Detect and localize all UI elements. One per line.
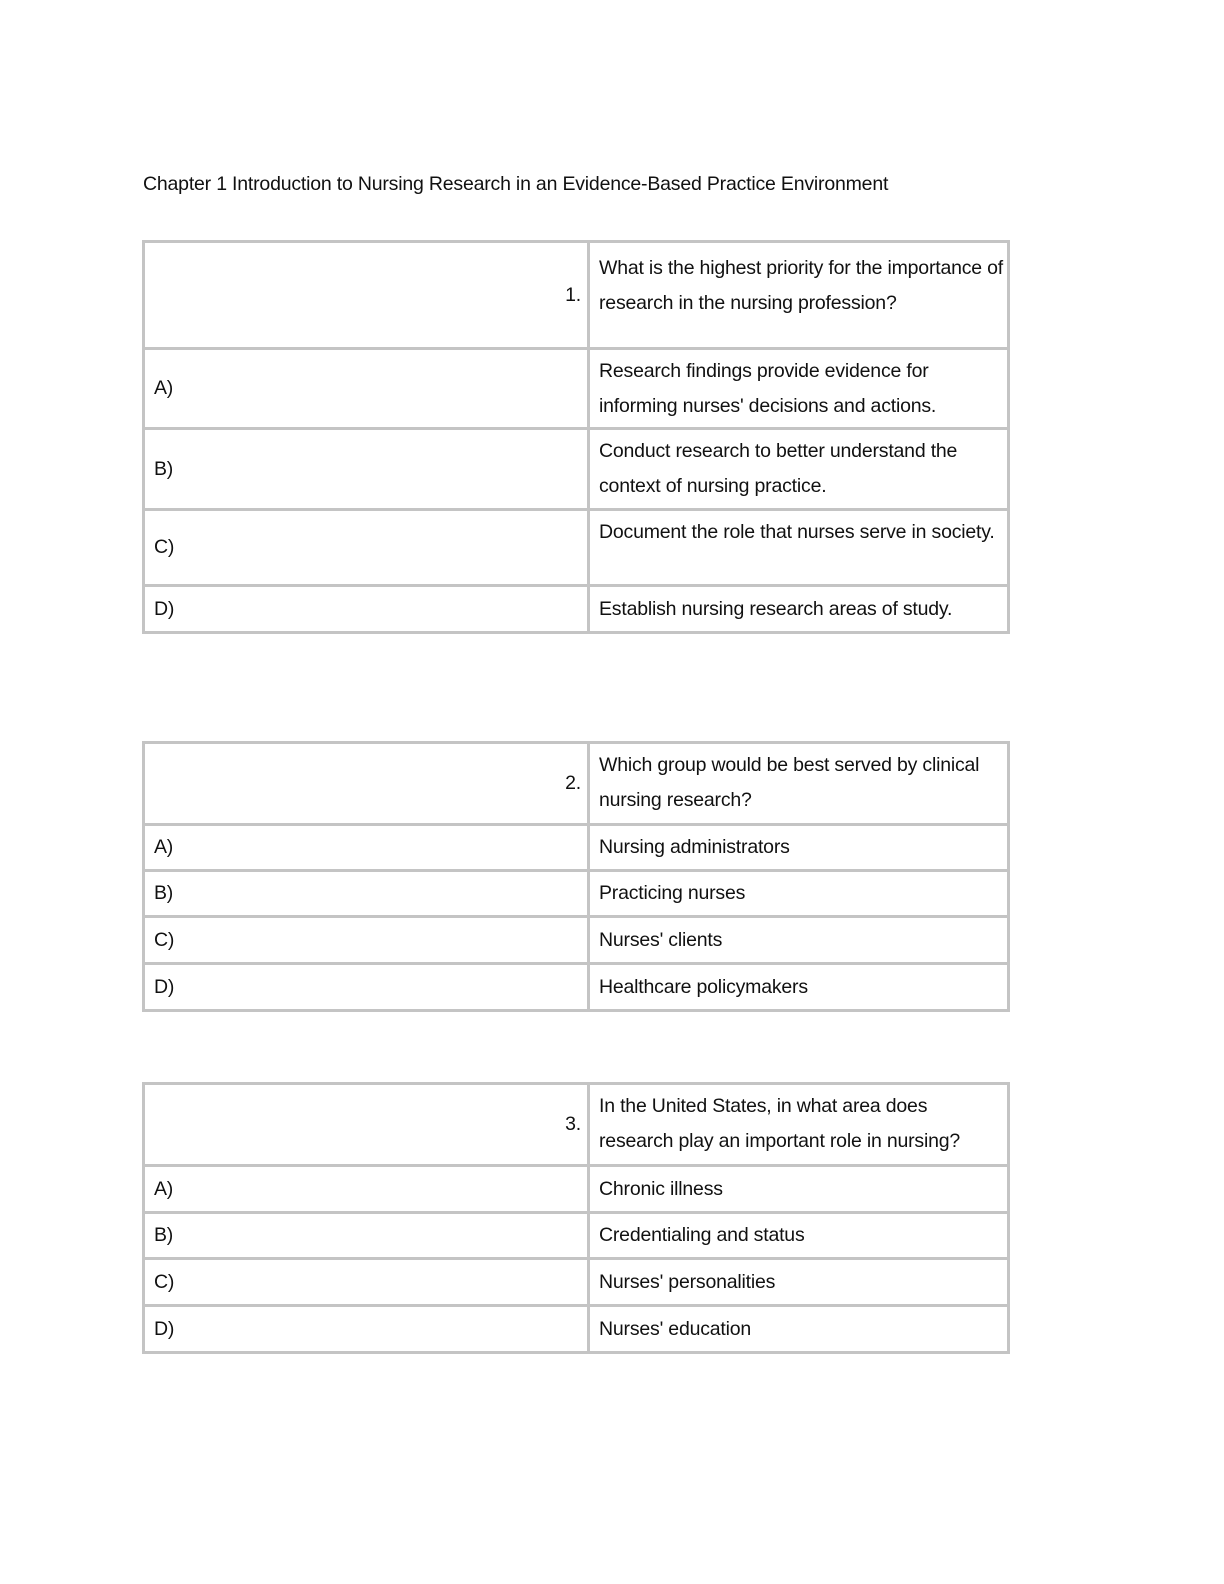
option-text: Chronic illness [589,1166,1009,1213]
question-text: What is the highest priority for the importance of research in the nursing profession? [589,242,1009,349]
question-number: 3. [144,1084,589,1166]
option-row [144,825,1009,871]
option-letter: B) [144,871,589,917]
option-text: Nurses' personalities [589,1259,1009,1306]
option-text: Research findings provide evidence for informing nurses' decisions and actions. [589,349,1009,429]
question-number: 1. [144,242,589,349]
option-row [144,349,1009,429]
question-row [144,743,1009,825]
option-row [144,917,1009,964]
question-text: In the United States, in what area does research play an important role in nursing? [589,1084,1009,1166]
option-letter: B) [144,1213,589,1259]
option-letter: D) [144,964,589,1011]
option-text: Establish nursing research areas of study. [589,586,1009,633]
option-letter: D) [144,586,589,633]
option-letter: D) [144,1306,589,1353]
option-letter: A) [144,1166,589,1213]
question-table-3 [142,1082,1010,1354]
option-text: Nursing administrators [589,825,1009,871]
option-letter: A) [144,825,589,871]
option-text: Nurses' clients [589,917,1009,964]
option-text: Nurses' education [589,1306,1009,1353]
option-row [144,871,1009,917]
option-row [144,1259,1009,1306]
option-text: Healthcare policymakers [589,964,1009,1011]
option-text: Document the role that nurses serve in society. [589,510,1009,586]
option-letter: C) [144,1259,589,1306]
option-row [144,586,1009,633]
question-table-2 [142,741,1010,1012]
option-row [144,964,1009,1011]
option-text: Practicing nurses [589,871,1009,917]
question-number: 2. [144,743,589,825]
option-letter: A) [144,349,589,429]
option-row [144,1213,1009,1259]
option-letter: B) [144,429,589,510]
chapter-title: Chapter 1 Introduction to Nursing Research in an Evidence-Based Practice Environment [143,173,889,195]
question-row [144,1084,1009,1166]
question-table-1 [142,240,1010,634]
option-row [144,1166,1009,1213]
option-text: Credentialing and status [589,1213,1009,1259]
question-text: Which group would be best served by clinical nursing research? [589,743,1009,825]
question-row [144,242,1009,349]
option-row [144,1306,1009,1353]
option-letter: C) [144,510,589,586]
option-text: Conduct research to better understand the context of nursing practice. [589,429,1009,510]
option-letter: C) [144,917,589,964]
option-row [144,510,1009,586]
option-row [144,429,1009,510]
